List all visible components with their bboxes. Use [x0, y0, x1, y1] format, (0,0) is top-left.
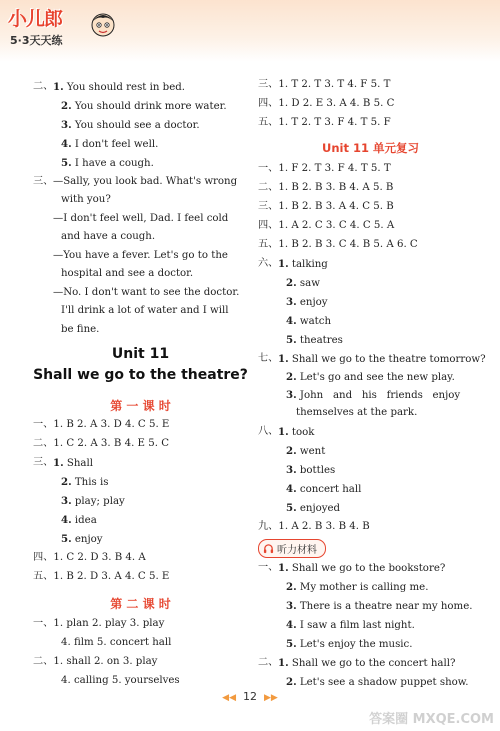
- answer-row: 一、1. B 2. A 3. D 4. C 5. E: [33, 419, 170, 430]
- answer-row: 五、1. B 2. D 3. A 4. C 5. E: [33, 571, 170, 582]
- list-item: 3. play; play: [61, 495, 125, 507]
- list-item: 2. Let's see a shadow puppet show.: [286, 676, 469, 688]
- answer-row: 三、1. B 2. B 3. A 4. C 5. B: [258, 201, 394, 212]
- watermark: 答案圈 MXQE.COM: [369, 712, 494, 727]
- dialogue-line: and have a cough.: [61, 231, 156, 242]
- list-item: 5. Let's enjoy the music.: [286, 638, 413, 650]
- dialogue-line: I'll drink a lot of water and I will: [61, 305, 229, 316]
- list-item: 1. Shall we go to the concert hall?: [278, 657, 456, 669]
- page-number-bar: [0, 690, 500, 703]
- list-item: 3. enjoy: [286, 296, 328, 308]
- sec8-label: 八、: [258, 426, 279, 437]
- list-item: 1. took: [278, 426, 315, 438]
- answer-row: 4. calling 5. yourselves: [61, 675, 180, 686]
- mascot-icon: [90, 10, 116, 40]
- dialogue-line: —No. I don't want to see the doctor.: [53, 287, 240, 298]
- list-item: 3. John and his friends enjoy: [286, 389, 461, 401]
- list-item: 4. idea: [61, 514, 97, 526]
- dialogue-line: —Sally, you look bad. What's wrong: [53, 176, 238, 187]
- list-item: 5. theatres: [286, 334, 343, 346]
- list-item: 1. Shall we go to the bookstore?: [278, 562, 446, 574]
- list-item: 1. You should rest in bed.: [53, 81, 185, 93]
- list-item: 4. watch: [286, 315, 332, 327]
- answer-row: 五、1. B 2. B 3. C 4. B 5. A 6. C: [258, 239, 418, 250]
- list-item: 5. I have a cough.: [61, 157, 154, 169]
- sec6-label: 六、: [258, 258, 279, 269]
- dialogue-line: —You have a fever. Let's go to the: [53, 250, 228, 261]
- brand-sub: 5·3天天练: [10, 34, 63, 47]
- sec2-label: 二、: [33, 81, 54, 92]
- listen2-label: 二、: [258, 657, 279, 668]
- listen1-label: 一、: [258, 562, 279, 573]
- answer-row: 四、1. C 2. D 3. B 4. A: [33, 552, 146, 563]
- list-item: 5. enjoy: [61, 533, 103, 545]
- list-item: 2. saw: [286, 277, 320, 289]
- answer-row: 二、1. B 2. B 3. B 4. A 5. B: [258, 182, 394, 193]
- sec3-label: 三、: [33, 176, 54, 187]
- sec7-label: 七、: [258, 353, 279, 364]
- list-item: 4. concert hall: [286, 483, 362, 495]
- brand-logo: [8, 4, 118, 56]
- lesson1-title: 第 一 课 时: [110, 399, 171, 413]
- list-item: 3. You should see a doctor.: [61, 119, 200, 131]
- list-item: 4. I saw a film last night.: [286, 619, 415, 631]
- list-item: 1. Shall: [53, 457, 94, 469]
- list-item: 2. Let's go and see the new play.: [286, 371, 455, 383]
- next-arrows-icon: ▶▶: [264, 693, 278, 703]
- dialogue-line: be fine.: [61, 324, 100, 335]
- review-title: Unit 11 单元复习: [322, 141, 419, 155]
- dialogue-line: —I don't feel well, Dad. I feel cold: [53, 213, 229, 224]
- listening-tag: [258, 539, 326, 558]
- answer-row: 4. film 5. concert hall: [61, 637, 172, 648]
- answer-row: 二、1. shall 2. on 3. play: [33, 656, 158, 667]
- answer-row: 四、1. D 2. E 3. A 4. B 5. C: [258, 98, 395, 109]
- answer-row: 四、1. A 2. C 3. C 4. C 5. A: [258, 220, 395, 231]
- list-item: 1. talking: [278, 258, 328, 270]
- prev-arrows-icon: ◀◀: [222, 693, 236, 703]
- dialogue-line: hospital and see a doctor.: [61, 268, 194, 279]
- unit-subtitle: Shall we go to the theatre?: [33, 367, 248, 383]
- list-item: 2. You should drink more water.: [61, 100, 227, 112]
- lesson2-title: 第 二 课 时: [110, 597, 171, 611]
- page-number: 12: [243, 690, 257, 703]
- list-item: 2. This is: [61, 476, 109, 488]
- answer-row: 二、1. C 2. A 3. B 4. E 5. C: [33, 438, 169, 449]
- list-item: 3. bottles: [286, 464, 336, 476]
- answer-row: 九、1. A 2. B 3. B 4. B: [258, 521, 370, 532]
- list-item-continued: themselves at the park.: [296, 407, 418, 418]
- answer-row: 三、1. T 2. T 3. T 4. F 5. T: [258, 79, 391, 90]
- list-item: 2. My mother is calling me.: [286, 581, 429, 593]
- sec3-label: 三、: [33, 457, 54, 468]
- listening-tag-label: 听力材料: [277, 545, 317, 556]
- dialogue-line: with you?: [61, 194, 111, 205]
- unit-title: Unit 11: [111, 346, 170, 362]
- answer-row: 一、1. plan 2. play 3. play: [33, 618, 165, 629]
- brand-name: 小儿郎: [8, 8, 63, 30]
- list-item: 5. enjoyed: [286, 502, 341, 514]
- list-item: 3. There is a theatre near my home.: [286, 600, 473, 612]
- answer-row: 一、1. F 2. T 3. F 4. T 5. T: [258, 163, 391, 174]
- answer-row: 五、1. T 2. T 3. F 4. T 5. F: [258, 117, 391, 128]
- list-item: 2. went: [286, 445, 326, 457]
- headphones-icon: [263, 543, 274, 554]
- list-item: 4. I don't feel well.: [61, 138, 159, 150]
- list-item: 1. Shall we go to the theatre tomorrow?: [278, 353, 486, 365]
